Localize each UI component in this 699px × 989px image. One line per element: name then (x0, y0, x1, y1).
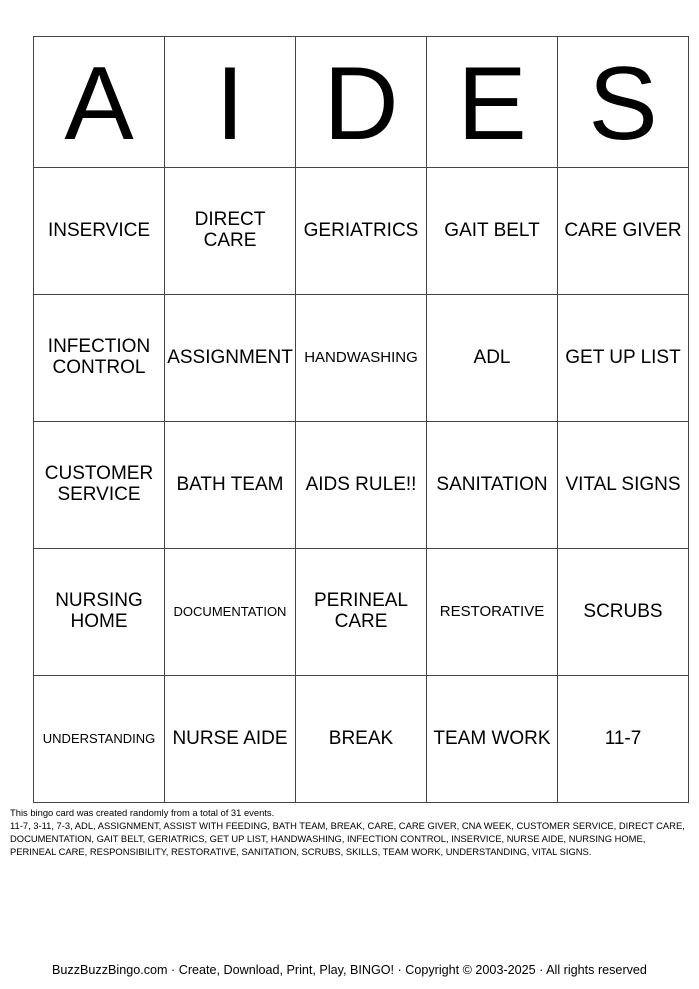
bingo-row (34, 422, 689, 549)
card-info (10, 806, 690, 858)
bingo-cell: AIDS RULE!! (296, 422, 427, 549)
bingo-card (33, 36, 689, 803)
bingo-cell: HANDWASHING (296, 295, 427, 422)
bingo-cell: DOCUMENTATION (165, 549, 296, 676)
bingo-cell: ASSIGNMENT (165, 295, 296, 422)
bingo-row (34, 549, 689, 676)
bingo-cell: GET UP LIST (558, 295, 689, 422)
bingo-cell: INSERVICE (34, 168, 165, 295)
header-letter: S (558, 37, 689, 168)
bingo-cell: VITAL SIGNS (558, 422, 689, 549)
bingo-cell: SCRUBS (558, 549, 689, 676)
bingo-cell: NURSING HOME (34, 549, 165, 676)
bingo-cell: ADL (427, 295, 558, 422)
bingo-cell: PERINEAL CARE (296, 549, 427, 676)
bingo-row (34, 676, 689, 803)
bingo-cell: TEAM WORK (427, 676, 558, 803)
header-letter: D (296, 37, 427, 168)
bingo-cell: CUSTOMER SERVICE (34, 422, 165, 549)
bingo-row (34, 168, 689, 295)
bingo-cell: SANITATION (427, 422, 558, 549)
bingo-cell: DIRECT CARE (165, 168, 296, 295)
header-letter: A (34, 37, 165, 168)
bingo-cell: BATH TEAM (165, 422, 296, 549)
event-list: 11-7, 3-11, 7-3, ADL, ASSIGNMENT, ASSIST WITH FEEDING, BATH TEAM, BREAK, CARE, CARE GIVER, CNA WEEK, CUSTOMER SERVICE, DIRECT CARE, DOCUMENTATION, GAIT BELT, GERIATRICS, GET UP LIST, HANDWASHING, INFECTION CONTROL, INSERVICE, NURSE AIDE, NURSING HOME, PERINEAL CARE, RESPONSIBILITY, RESTORATIVE, SANITATION, SCRUBS, SKILLS, TEAM WORK, UNDERSTANDING, VITAL SIGNS. (10, 820, 685, 857)
bingo-cell: INFECTION CONTROL (34, 295, 165, 422)
bingo-cell: GERIATRICS (296, 168, 427, 295)
bingo-cell: BREAK (296, 676, 427, 803)
bingo-cell: GAIT BELT (427, 168, 558, 295)
bingo-cell: UNDERSTANDING (34, 676, 165, 803)
header-letter: I (165, 37, 296, 168)
site-footer: BuzzBuzzBingo.com · Create, Download, Print, Play, BINGO! · Copyright © 2003-2025 · All rights reserved (52, 963, 647, 977)
bingo-row (34, 295, 689, 422)
bingo-cell: CARE GIVER (558, 168, 689, 295)
created-note: This bingo card was created randomly from a total of 31 events. (10, 807, 275, 818)
bingo-header-row (34, 37, 689, 168)
header-letter: E (427, 37, 558, 168)
bingo-cell: RESTORATIVE (427, 549, 558, 676)
bingo-cell: NURSE AIDE (165, 676, 296, 803)
bingo-cell: 11-7 (558, 676, 689, 803)
